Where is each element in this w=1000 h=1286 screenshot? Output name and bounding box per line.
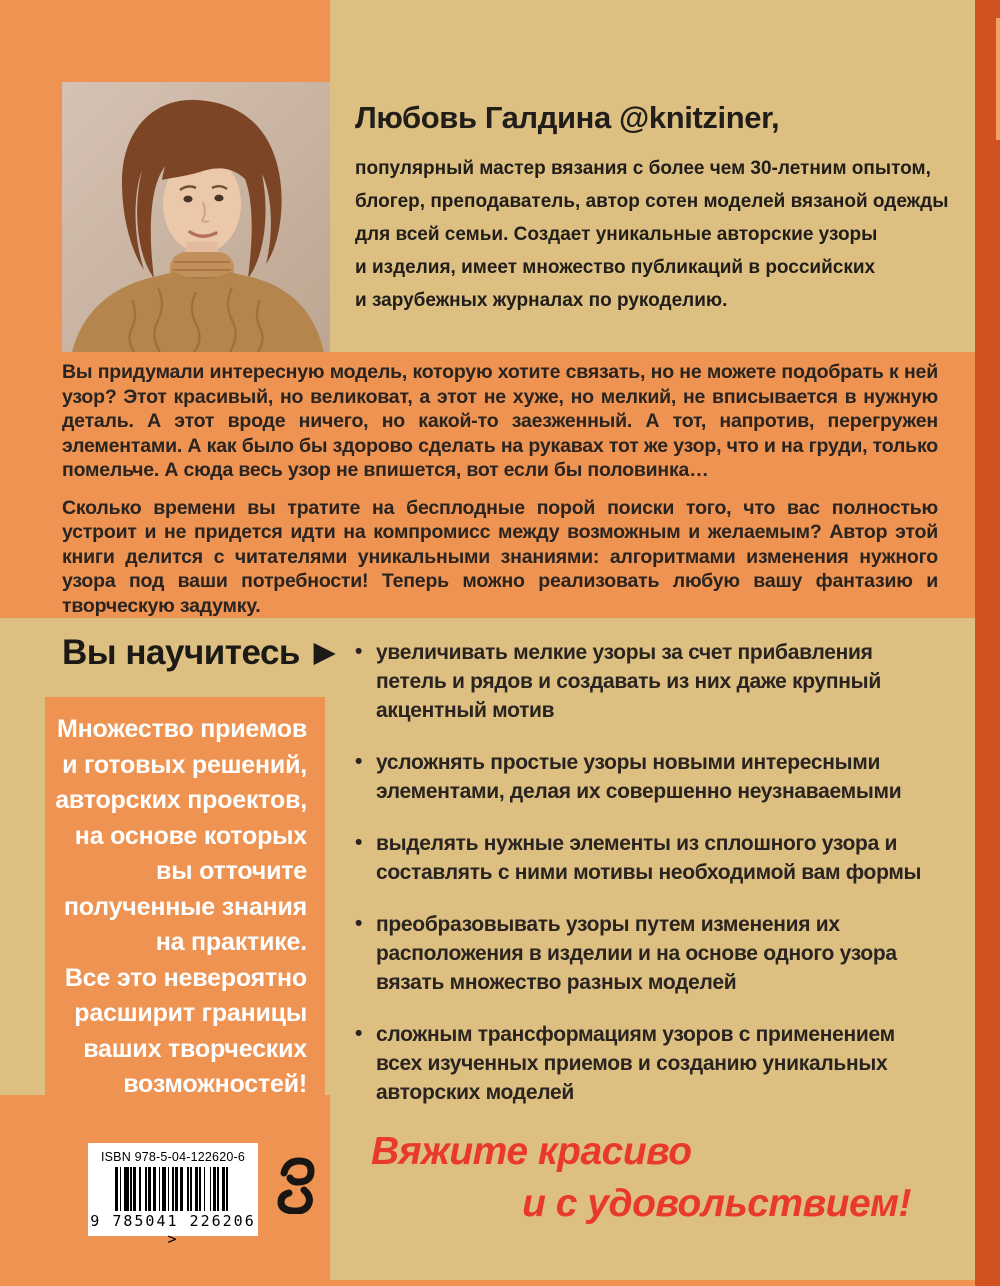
list-item-text: усложнять простые узоры новыми интересными элементами, делая их совершенно неузнаваемыми [376, 751, 902, 803]
learn-list [355, 638, 945, 1130]
spine-strip [975, 0, 1000, 1286]
section-heading [62, 633, 334, 673]
author-block [355, 100, 960, 317]
right-eye [214, 195, 223, 202]
sidebar-line: авторских проектов, [55, 786, 307, 814]
intro-block [62, 360, 938, 618]
bullet-dot: • [355, 831, 363, 854]
list-item-text: преобразовывать узоры путем изменения их расположения в изделии и на основе одного узора вязать множество разных моделей [376, 913, 897, 994]
bullet-dot: • [355, 1022, 363, 1045]
sidebar-line: возможностей! [123, 1070, 307, 1098]
sidebar-line: и готовых решений, [62, 750, 307, 779]
sidebar-line: полученные знания [63, 892, 307, 921]
author-photo [62, 82, 330, 352]
tagline-line-2: и с удовольствием! [522, 1182, 911, 1225]
sidebar-line: на практике. [155, 928, 307, 956]
sidebar-line: расширит границы [74, 999, 307, 1027]
author-bio-line: и изделия, имеет множество публикаций в российских [355, 257, 876, 278]
intro-paragraph-1: Вы придумали интересную модель, которую хотите связать, но не можете подобрать к ней узор? Этот красивый, но великоват, а этот не хуже, но мелкий, не вписывается в нужную деталь. А этот вроде ничего, но какой-то заезженный. А тот, напротив, перегружен элементами. А как было бы здорово сделать на рукавах тот же узор, что и на груди, только помельче. А сюда весь узор не впишется, вот если бы половинка… [62, 361, 938, 481]
list-item [355, 1020, 945, 1107]
list-item [355, 829, 945, 887]
list-item [355, 748, 945, 806]
list-item [355, 910, 945, 997]
section-heading-label: Вы научитесь [62, 633, 300, 672]
arrow-right-icon: ▶ [313, 637, 335, 667]
bullet-dot: • [355, 750, 363, 773]
author-bio-line: и зарубежных журналах по рукоделию. [355, 290, 728, 311]
sidebar-text [45, 712, 307, 1103]
bullet-dot: • [355, 912, 363, 935]
barcode-space [228, 1167, 231, 1211]
tagline [355, 1126, 917, 1230]
list-item-text: сложным трансформациям узоров с применением всех изученных приемов и созданию уникальных авторских моделей [376, 1023, 895, 1104]
barcode [88, 1143, 258, 1248]
barcode-digits: 9 785041 226206 > [90, 1212, 256, 1248]
spine-highlight [996, 18, 1000, 140]
author-bio-line: блогер, преподаватель, автор сотен моделей вязаной одежды [355, 191, 949, 212]
bullet-dot: • [355, 640, 363, 663]
sidebar-line: Все это невероятно [64, 963, 307, 992]
barcode-bars [98, 1167, 248, 1211]
intro-paragraph-2: Сколько времени вы тратите на бесплодные порой поиски того, что вас полностью устроит и не придется идти на компромисс между возможным и желаемым? Автор этой книги делится с читателями уникальными знаниями: алгоритмами изменения нужного узора под ваши потребности! Теперь можно реализовать любую вашу фантазию и творческую задумку. [62, 496, 938, 617]
list-item-text: выделять нужные элементы из сплошного узора и составлять с ними мотивы необходимой вам формы [376, 832, 922, 884]
tagline-line-1: Вяжите красиво [371, 1130, 692, 1173]
isbn-text: ISBN 978-5-04-122620-6 [100, 1150, 246, 1164]
sidebar-line: Множество приемов [57, 715, 307, 743]
author-bio-line: популярный мастер вязания с более чем 30-летним опытом, [355, 158, 931, 179]
list-item [355, 638, 945, 725]
sidebar-line: на основе которых [74, 821, 307, 850]
list-item-text: увеличивать мелкие узоры за счет прибавления петель и рядов и создавать из них даже крупный акцентный мотив [376, 641, 881, 722]
sidebar-line: ваших творческих [83, 1034, 307, 1063]
author-bio-line: для всей семьи. Создает уникальные авторские узоры [355, 224, 878, 245]
left-eye [183, 196, 192, 203]
sidebar-line: вы отточите [156, 857, 307, 885]
author-name: Любовь Галдина @knitziner, [355, 100, 780, 135]
eksmo-publisher-logo-icon [274, 1156, 316, 1214]
